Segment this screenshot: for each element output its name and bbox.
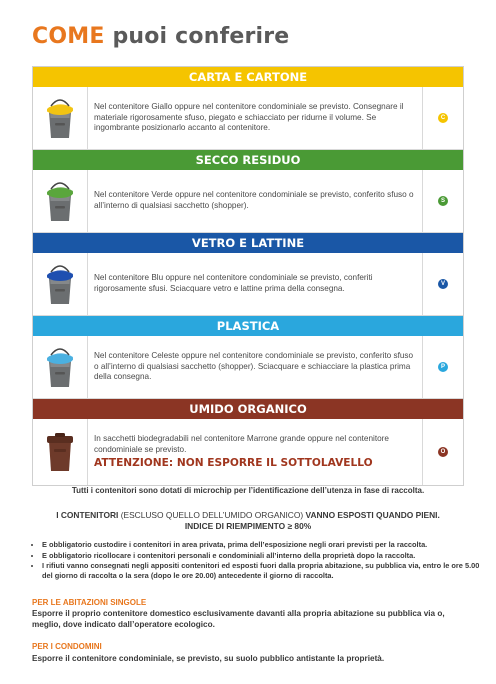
single-homes-text: Esporre il proprio contenitore domestico esclusivamente davanti alla propria abitazione su pubblica via o, meglio, dove indicato dall’operatore ecologico.	[32, 609, 445, 629]
page-title	[32, 24, 289, 49]
section-description	[88, 190, 422, 211]
collection-marker-icon: V	[438, 279, 448, 289]
bin-cell	[33, 253, 88, 315]
warning-text: ATTENZIONE: NON ESPORRE IL SOTTOLAVELLO	[94, 456, 373, 469]
rule-item: • I rifiuti vanno consegnati negli appositi contenitori ed esposti fuori dalla propria abitazione, su pubblica via, entro le ore 5.00 del giorno di raccolta o la sera (dopo le ore 20.00) antecedente il giorno di raccolta.	[42, 561, 482, 580]
section-description	[88, 102, 422, 134]
title-rest: puoi conferire	[112, 24, 290, 49]
condos-text: Esporre il contenitore condominiale, se previsto, su suolo pubblico antistante la proprietà.	[32, 654, 385, 663]
marker-cell	[422, 419, 463, 485]
section-header: PLASTICA	[33, 316, 463, 336]
bin-cell	[33, 87, 88, 149]
description-text: Nel contenitore Celeste oppure nel contenitore condominiale se previsto, conferito sfuso o all’interno di qualsiasi sacchetto (shopper). Sciacquare e schiacciare la plastica prima della consegna.	[94, 351, 414, 382]
waste-table	[32, 66, 464, 486]
section-header: VETRO E LATTINE	[33, 233, 463, 253]
fill-index-note	[0, 510, 496, 532]
section-row	[33, 170, 463, 233]
bin-icon	[41, 96, 79, 140]
collection-marker-icon: P	[438, 362, 448, 372]
description-text: In sacchetti biodegradabili nel contenitore Marrone grande oppure nel contenitore condominiale se previsto.	[94, 434, 389, 454]
section-row	[33, 336, 463, 399]
condos-title: PER I CONDOMINI	[32, 642, 102, 651]
bin-cell	[33, 419, 88, 485]
description-text: Nel contenitore Verde oppure nel contenitore condominiale se previsto, conferito sfuso o all’interno di qualsiasi sacchetto (shopper).	[94, 190, 414, 210]
bin-icon	[43, 431, 77, 473]
collection-marker-icon: S	[438, 196, 448, 206]
rule-item: • E obbligatorio ricollocare i contenitori personali e condominiali all’interno della proprietà dopo la raccolta.	[42, 551, 482, 561]
bin-cell	[33, 336, 88, 398]
microchip-note: Tutti i contenitori sono dotati di microchip per l’identificazione dell’utenza in fase di raccolta.	[71, 486, 425, 495]
marker-cell	[422, 336, 463, 398]
fill-note-part3: VANNO ESPOSTI QUANDO PIENI.	[305, 510, 440, 520]
bin-icon	[41, 179, 79, 223]
section-description	[88, 273, 422, 294]
fill-note-part1: I CONTENITORI	[56, 510, 119, 520]
description-text: Nel contenitore Giallo oppure nel contenitore condominiale se previsto. Consegnare il materiale rigorosamente sfuso, piegato e schiacciato per ridurne il volume. Se ingombrante posizionarlo accanto al contenitore.	[94, 102, 404, 133]
section-row	[33, 253, 463, 316]
description-text: Nel contenitore Blu oppure nel contenitore condominiale se previsto, conferiti rigorosamente sfusi. Sciacquare vetro e lattine prima della consegna.	[94, 273, 373, 293]
section-header: SECCO RESIDUO	[33, 150, 463, 170]
marker-cell	[422, 170, 463, 232]
bin-icon	[41, 262, 79, 306]
rules-list	[32, 540, 482, 581]
section-row	[33, 419, 463, 485]
fill-note-line2: INDICE DI RIEMPIMENTO ≥ 80%	[184, 521, 312, 531]
section-header: CARTA E CARTONE	[33, 67, 463, 87]
collection-marker-icon: O	[438, 447, 448, 457]
bin-cell	[33, 170, 88, 232]
section-description	[88, 351, 422, 383]
single-homes-title: PER LE ABITAZIONI SINGOLE	[32, 598, 147, 607]
title-highlight: COME	[32, 24, 105, 49]
section-description	[88, 434, 422, 469]
rule-item: • E obbligatorio custodire i contenitori in area privata, prima dell’esposizione negli orari previsti per la raccolta.	[42, 540, 482, 550]
collection-marker-icon: C	[438, 113, 448, 123]
section-row	[33, 87, 463, 150]
section-header: UMIDO ORGANICO	[33, 399, 463, 419]
fill-note-part2: (ESCLUSO QUELLO DELL’UMIDO ORGANICO)	[118, 510, 306, 520]
marker-cell	[422, 253, 463, 315]
bin-icon	[41, 345, 79, 389]
marker-cell	[422, 87, 463, 149]
